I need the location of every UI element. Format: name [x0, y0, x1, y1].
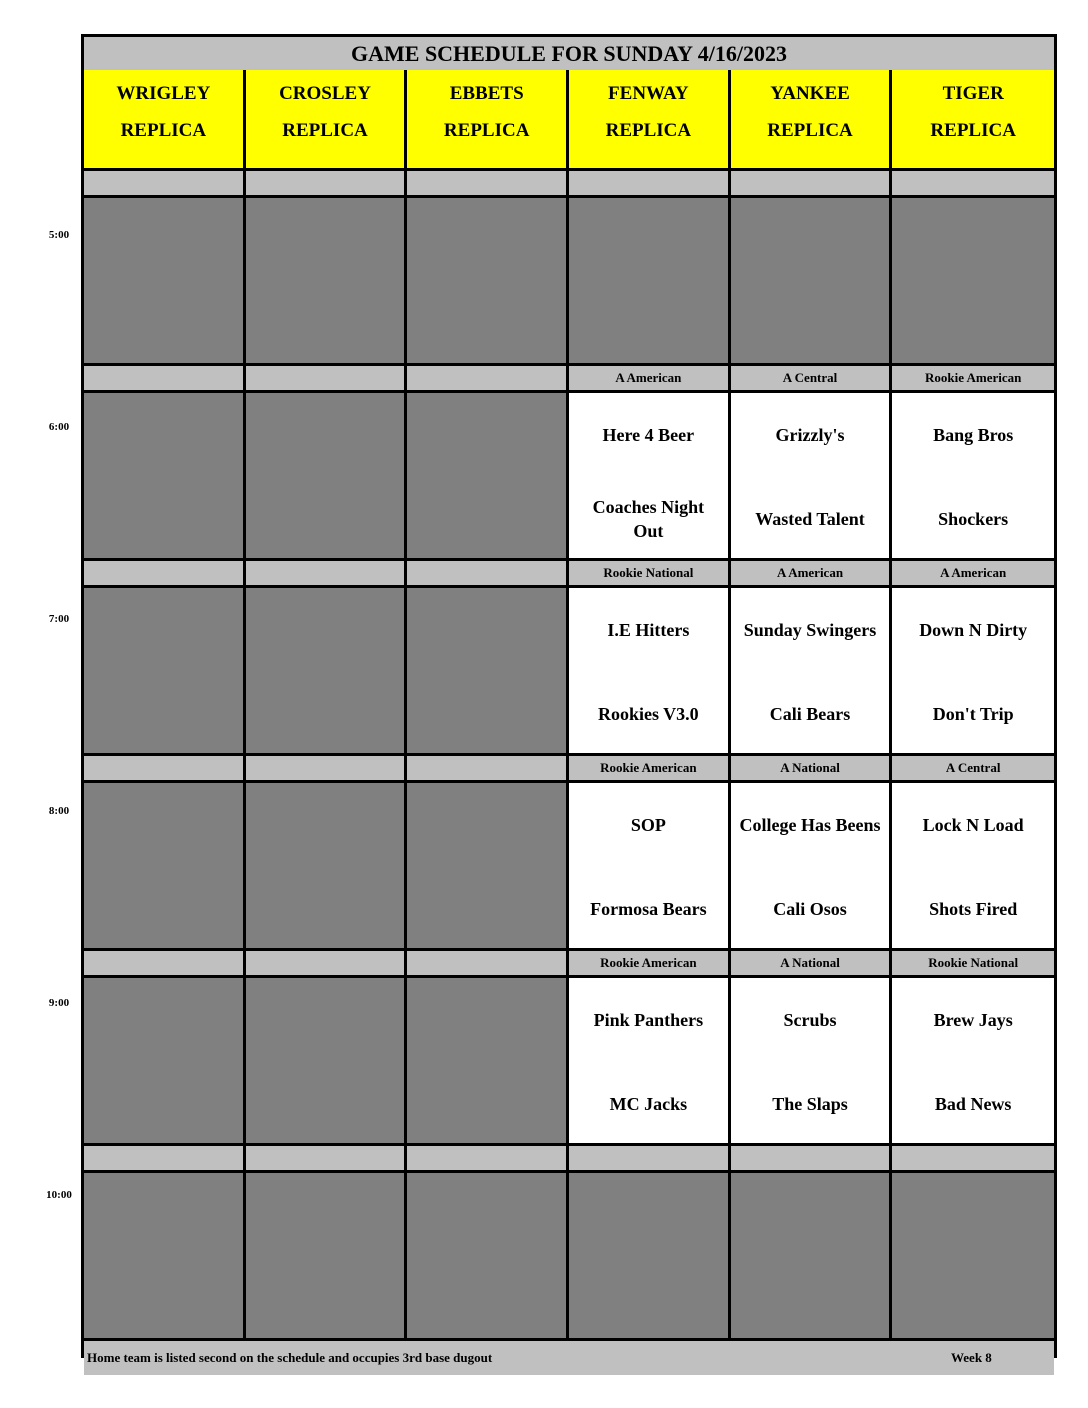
division-label	[246, 561, 408, 585]
footer-note: Home team is listed second on the schedule and occupies 3rd base dugout	[87, 1350, 493, 1365]
division-label	[84, 1146, 246, 1170]
away-team: Sunday Swingers	[743, 620, 877, 640]
home-team: Rookies V3.0	[598, 704, 699, 724]
home-team: Shots Fired	[929, 899, 1018, 919]
empty-slot	[246, 1173, 408, 1338]
game-slot-row	[84, 393, 1054, 561]
away-team: Brew Jays	[933, 1010, 1013, 1030]
field-header	[407, 70, 569, 168]
division-label	[731, 171, 893, 195]
division-label: A American	[892, 561, 1054, 585]
field-sub: REPLICA	[282, 120, 368, 141]
division-label	[892, 1146, 1054, 1170]
empty-slot	[84, 1173, 246, 1338]
empty-slot	[84, 393, 246, 558]
game-cell	[892, 393, 1054, 558]
time-label: 5:00	[48, 229, 70, 241]
division-row	[84, 1146, 1054, 1173]
empty-slot	[892, 1173, 1054, 1338]
division-row	[84, 366, 1054, 393]
division-label	[84, 756, 246, 780]
game-cell	[569, 588, 731, 753]
field-name: FENWAY	[608, 83, 689, 104]
division-label: A National	[731, 951, 893, 975]
schedule-title: GAME SCHEDULE FOR SUNDAY 4/16/2023	[84, 37, 1054, 73]
home-team: Don't Trip	[932, 704, 1014, 724]
game-slot-row	[84, 1173, 1054, 1341]
division-label	[84, 951, 246, 975]
empty-slot	[731, 1173, 893, 1338]
division-label	[84, 561, 246, 585]
home-team: Bad News	[934, 1094, 1012, 1114]
empty-slot	[407, 1173, 569, 1338]
field-sub: REPLICA	[120, 120, 207, 141]
division-label: A American	[731, 561, 893, 585]
home-team: Coaches Night Out	[592, 497, 705, 541]
division-label	[407, 366, 569, 390]
empty-slot	[407, 783, 569, 948]
empty-slot	[246, 198, 408, 363]
field-header-row	[84, 70, 1054, 171]
home-team: Cali Bears	[769, 704, 851, 724]
empty-slot	[84, 198, 246, 363]
division-row	[84, 561, 1054, 588]
field-sub: REPLICA	[930, 120, 1016, 141]
division-row	[84, 951, 1054, 978]
away-team: Down N Dirty	[919, 620, 1028, 640]
division-label	[246, 366, 408, 390]
division-label	[731, 1146, 893, 1170]
division-label: Rookie American	[569, 951, 731, 975]
away-team: Here 4 Beer	[602, 425, 695, 445]
game-cell	[569, 783, 731, 948]
division-label	[407, 951, 569, 975]
division-label: Rookie American	[569, 756, 731, 780]
empty-slot	[407, 198, 569, 363]
time-label: 9:00	[48, 997, 70, 1009]
game-cell	[569, 393, 731, 558]
empty-slot	[407, 588, 569, 753]
away-team: SOP	[630, 815, 666, 835]
home-team: MC Jacks	[609, 1094, 688, 1114]
division-label	[246, 1146, 408, 1170]
away-team: College Has Beens	[739, 815, 881, 835]
field-header	[569, 70, 731, 168]
field-sub: REPLICA	[443, 120, 530, 141]
division-label	[407, 171, 569, 195]
game-cell	[731, 783, 893, 948]
away-team: I.E Hitters	[607, 620, 690, 640]
division-row	[84, 171, 1054, 198]
division-label	[892, 171, 1054, 195]
division-label	[407, 1146, 569, 1170]
field-sub: REPLICA	[767, 120, 853, 141]
empty-slot	[731, 198, 893, 363]
division-row	[84, 756, 1054, 783]
division-label	[569, 1146, 731, 1170]
empty-slot	[892, 198, 1054, 363]
empty-slot	[246, 393, 408, 558]
empty-slot	[84, 783, 246, 948]
game-cell	[892, 588, 1054, 753]
game-slot-row	[84, 978, 1054, 1146]
away-team: Scrubs	[783, 1010, 837, 1030]
division-label	[84, 366, 246, 390]
away-team: Bang Bros	[933, 425, 1014, 445]
field-name: EBBETS	[449, 83, 524, 104]
time-label: 8:00	[48, 805, 70, 817]
field-header	[892, 70, 1054, 168]
away-team: Grizzly's	[775, 425, 845, 445]
field-sub: REPLICA	[605, 120, 692, 141]
away-team: Pink Panthers	[593, 1010, 704, 1030]
time-label: 10:00	[46, 1189, 72, 1201]
division-label	[407, 756, 569, 780]
empty-slot	[84, 588, 246, 753]
division-label	[569, 171, 731, 195]
division-label: A Central	[892, 756, 1054, 780]
field-name: WRIGLEY	[116, 83, 211, 104]
division-label	[246, 171, 408, 195]
home-team: Wasted Talent	[755, 509, 865, 529]
field-name: TIGER	[942, 83, 1004, 104]
week-label: Week 8	[951, 1350, 992, 1365]
game-cell	[569, 978, 731, 1143]
division-label	[84, 171, 246, 195]
division-label: Rookie American	[892, 366, 1054, 390]
empty-slot	[246, 978, 408, 1143]
home-team: Cali Osos	[773, 899, 847, 919]
time-label: 6:00	[48, 421, 70, 433]
schedule-table	[81, 34, 1057, 1365]
division-label: Rookie National	[892, 951, 1054, 975]
field-name: YANKEE	[770, 83, 850, 104]
time-label: 7:00	[48, 613, 70, 625]
game-cell	[731, 978, 893, 1143]
division-label: Rookie National	[569, 561, 731, 585]
empty-slot	[569, 1173, 731, 1338]
division-label: A Central	[731, 366, 893, 390]
game-cell	[731, 393, 893, 558]
division-label	[246, 756, 408, 780]
game-cell	[892, 978, 1054, 1143]
game-slot-row	[84, 198, 1054, 366]
empty-slot	[407, 393, 569, 558]
division-label	[246, 951, 408, 975]
schedule-footer	[84, 1341, 1054, 1375]
division-label: A National	[731, 756, 893, 780]
field-header	[246, 70, 408, 168]
away-team: Lock N Load	[922, 815, 1024, 835]
game-slot-row	[84, 588, 1054, 756]
empty-slot	[407, 978, 569, 1143]
game-cell	[892, 783, 1054, 948]
division-label: A American	[569, 366, 731, 390]
empty-slot	[246, 783, 408, 948]
home-team: The Slaps	[772, 1094, 848, 1114]
home-team: Formosa Bears	[590, 899, 707, 919]
game-cell	[731, 588, 893, 753]
field-name: CROSLEY	[279, 83, 371, 104]
empty-slot	[569, 198, 731, 363]
game-slot-row	[84, 783, 1054, 951]
field-header	[84, 70, 246, 168]
empty-slot	[246, 588, 408, 753]
field-header	[731, 70, 893, 168]
empty-slot	[84, 978, 246, 1143]
home-team: Shockers	[938, 509, 1009, 529]
division-label	[407, 561, 569, 585]
